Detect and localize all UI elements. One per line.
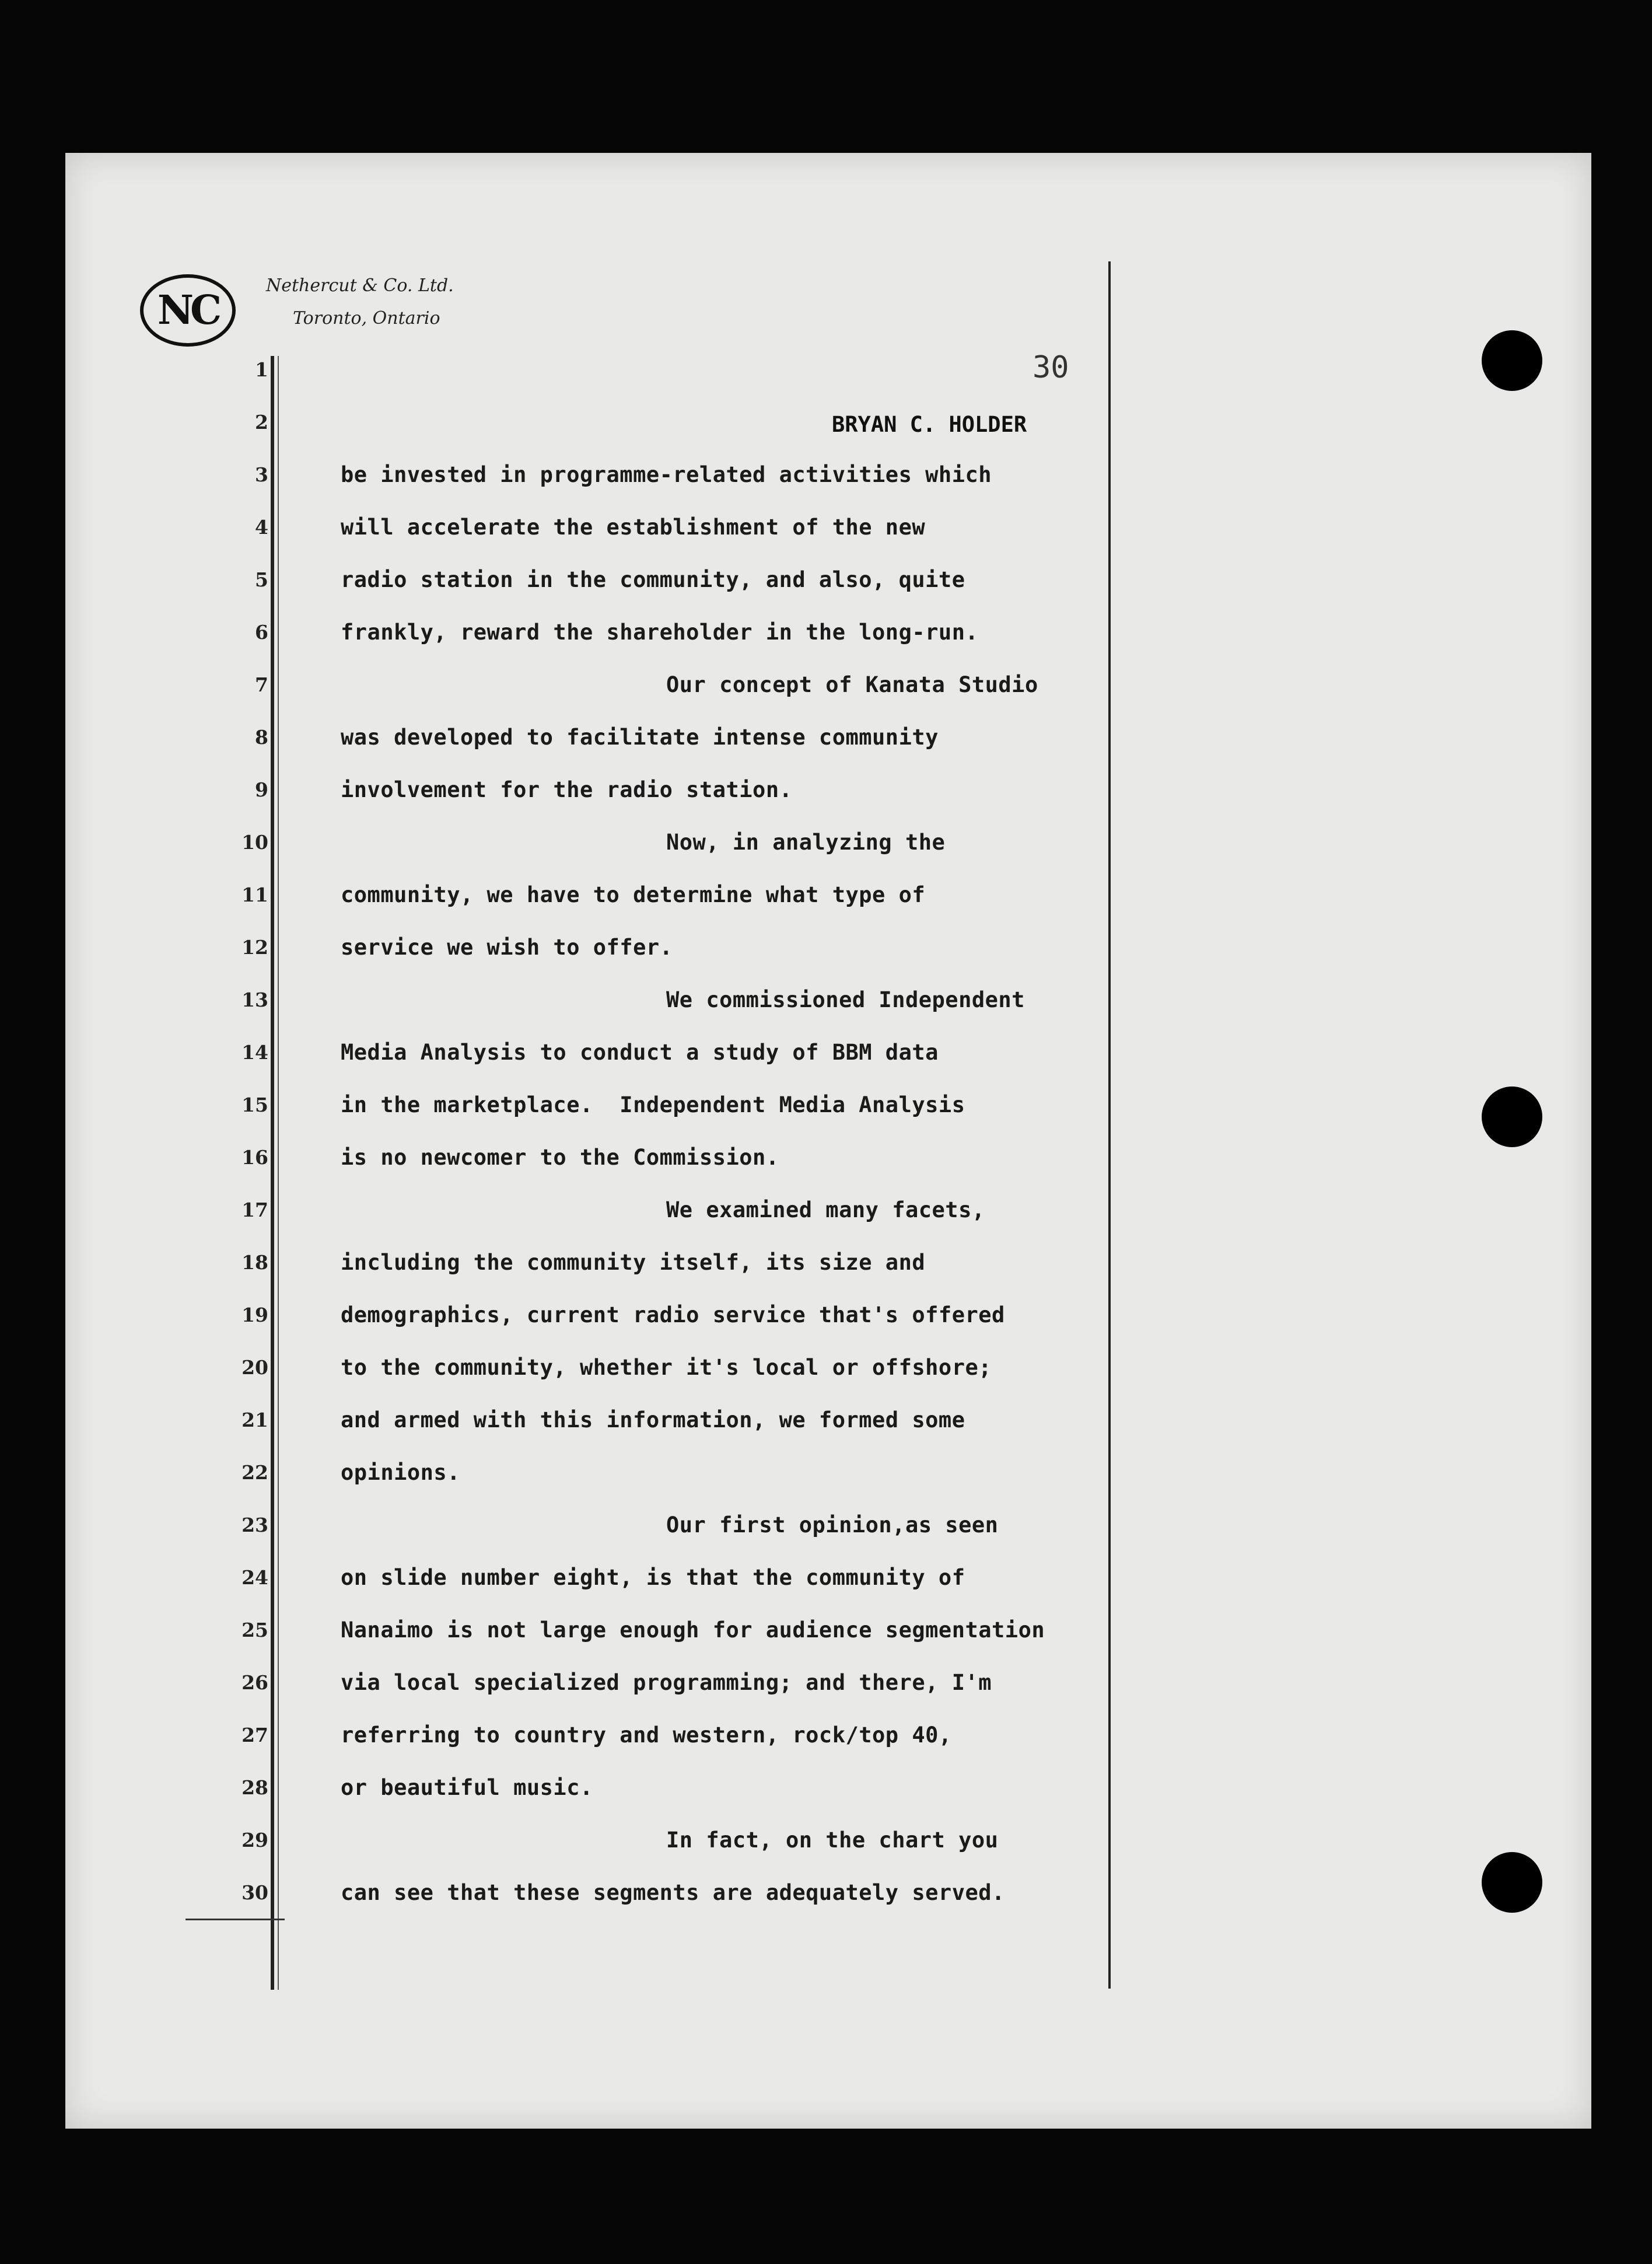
left-margin-rule-inner [278, 356, 279, 1990]
line-number: 27 [242, 1724, 268, 1746]
line-number: 12 [242, 936, 268, 959]
line-number: 9 [255, 778, 268, 801]
line-text: in the marketplace. Independent Media Analysis [341, 1092, 965, 1117]
line-number: 28 [242, 1776, 268, 1799]
line-text: will accelerate the establishment of the new [341, 515, 926, 540]
binder-hole-top [1482, 330, 1542, 391]
line-text: on slide number eight, is that the community of [341, 1565, 965, 1590]
line-number: 23 [242, 1514, 268, 1536]
line-number: 26 [242, 1671, 268, 1694]
speaker-name: BRYAN C. HOLDER [832, 412, 1027, 437]
line-number: 1 [255, 358, 268, 381]
line-text: including the community itself, its size and [341, 1250, 926, 1275]
line-number: 25 [242, 1619, 268, 1641]
line-number: 16 [242, 1146, 268, 1169]
line-number: 30 [242, 1881, 268, 1904]
page-number: 30 [1032, 350, 1069, 385]
line-number: 21 [242, 1409, 268, 1431]
line-text: is no newcomer to the Commission. [341, 1145, 779, 1170]
line-number: 20 [242, 1356, 268, 1379]
line-number: 17 [242, 1199, 268, 1221]
line-text: involvement for the radio station. [341, 777, 793, 802]
line-30-margin-mark [186, 1919, 285, 1920]
line-text: or beautiful music. [341, 1775, 593, 1800]
right-margin-rule [1108, 261, 1111, 1989]
line-number: 15 [242, 1093, 268, 1116]
line-text: We commissioned Independent [666, 987, 1025, 1012]
company-name: Nethercut & Co. Ltd. [266, 275, 454, 296]
company-logo [140, 274, 236, 347]
line-number: 14 [242, 1041, 268, 1064]
line-text: via local specialized programming; and there, I'm [341, 1670, 992, 1695]
line-number: 19 [242, 1304, 268, 1326]
line-number: 24 [242, 1566, 268, 1589]
line-number: 29 [242, 1829, 268, 1851]
line-text: demographics, current radio service that's offered [341, 1302, 1005, 1327]
line-text: Our first opinion,as seen [666, 1512, 999, 1538]
binder-hole-middle [1482, 1086, 1542, 1147]
line-number: 7 [255, 673, 268, 696]
company-city: Toronto, Ontario [293, 308, 440, 329]
line-text: We examined many facets, [666, 1197, 985, 1222]
line-text: was developed to facilitate intense community [341, 725, 939, 750]
line-text: Media Analysis to conduct a study of BBM data [341, 1040, 939, 1065]
line-text: Nanaimo is not large enough for audience segmentation [341, 1617, 1045, 1643]
line-text: radio station in the community, and also, quite [341, 567, 965, 592]
line-number: 2 [255, 411, 268, 434]
line-text: Our concept of Kanata Studio [666, 672, 1038, 697]
line-number: 4 [255, 516, 268, 539]
line-number: 13 [242, 988, 268, 1011]
logo-text: NC [157, 287, 219, 334]
line-text: service we wish to offer. [341, 935, 673, 960]
line-number: 11 [242, 883, 268, 906]
line-number: 6 [255, 621, 268, 644]
left-margin-rule [271, 356, 274, 1990]
line-text: opinions. [341, 1460, 460, 1485]
line-text: Now, in analyzing the [666, 830, 946, 855]
line-text: In fact, on the chart you [666, 1828, 999, 1853]
line-text: community, we have to determine what type of [341, 882, 926, 907]
company-letterhead [266, 270, 454, 335]
line-text: and armed with this information, we formed some [341, 1407, 965, 1433]
line-number: 18 [242, 1251, 268, 1274]
line-text: to the community, whether it's local or offshore; [341, 1355, 992, 1380]
line-number: 8 [255, 726, 268, 749]
binder-hole-bottom [1482, 1852, 1542, 1913]
line-number: 10 [242, 831, 268, 854]
line-text: can see that these segments are adequately served. [341, 1880, 1005, 1905]
line-number: 3 [255, 463, 268, 486]
line-text: be invested in programme-related activities which [341, 462, 992, 487]
line-number: 5 [255, 568, 268, 591]
line-text: frankly, reward the shareholder in the long-run. [341, 620, 979, 645]
line-text: referring to country and western, rock/top 40, [341, 1723, 952, 1748]
line-number: 22 [242, 1461, 268, 1484]
